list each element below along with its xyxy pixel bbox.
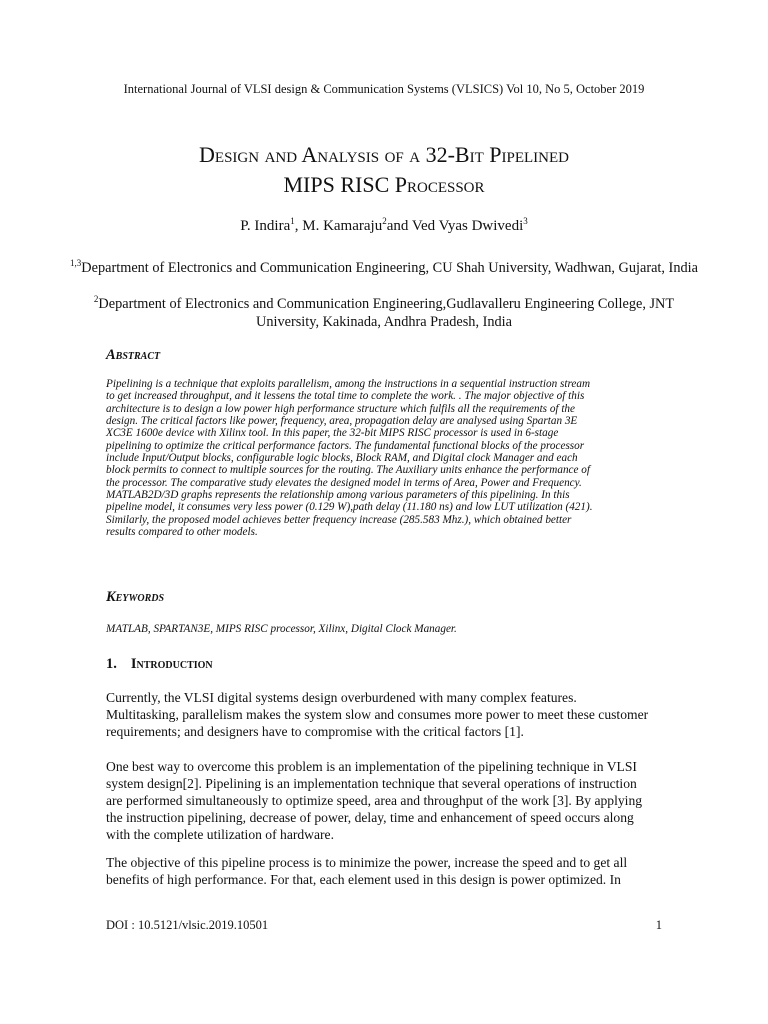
abstract-line: MATLAB2D/3D graphs represents the relationship among various parameters of this pipelining. In this bbox=[106, 489, 570, 502]
affiliation-1-sup: 1,3 bbox=[70, 258, 82, 268]
abstract-line: architecture is to design a low power high performance structure which fulfils all the requirements of the bbox=[106, 402, 575, 415]
paragraph-line: One best way to overcome this problem is an implementation of the pipelining technique in VLSI bbox=[106, 759, 637, 774]
author-3-sup: 3 bbox=[523, 216, 528, 226]
author-2: , M. Kamaraju bbox=[294, 218, 383, 234]
section-number: 1. bbox=[106, 656, 117, 672]
paragraph-line: Currently, the VLSI digital systems design overburdened with many complex features. bbox=[106, 690, 577, 705]
abstract-line: results compared to other models. bbox=[106, 526, 258, 539]
paragraph-line: are performed simultaneously to optimize speed, area and throughput of the work [3]. By applying bbox=[106, 793, 643, 808]
paragraph-line: the instruction pipelining, decrease of power, delay, time and enhancement of speed occurs along bbox=[106, 810, 634, 825]
abstract-line: XC3E 1600e device with Xilinx tool. In this paper, the 32-bit MIPS RISC processor is used in 6-stage bbox=[106, 427, 559, 440]
abstract-heading: Abstract bbox=[106, 347, 161, 363]
keywords-heading: Keywords bbox=[106, 589, 165, 605]
affiliation-1 bbox=[70, 254, 698, 277]
section-title: Introduction bbox=[130, 656, 213, 672]
author-2-sup: 2 bbox=[382, 216, 387, 226]
paragraph-line: system design[2]. Pipelining is an implementation technique that several operations of instruction bbox=[106, 776, 637, 791]
affiliation-1-text: Department of Electronics and Communication Engineering, CU Shah University, Wadhwan, Gujarat, India bbox=[81, 259, 698, 276]
author-3: and Ved Vyas Dwivedi bbox=[386, 218, 524, 234]
page-number: 1 bbox=[655, 918, 662, 932]
paragraph-line: benefits of high performance. For that, each element used in this design is power optimized. In bbox=[106, 872, 621, 887]
title-line-1: Design and Analysis of a 32-Bit Pipelined bbox=[199, 142, 569, 167]
abstract-line: to get increased throughput, and it lessens the total time to complete the work. . The major objective of this bbox=[106, 390, 585, 403]
abstract-line: design. The critical factors like power, frequency, area, propagation delay are analysed using Spartan 3E bbox=[106, 415, 578, 428]
abstract-line: pipeline model, it consumes very less power (0.129 W),path delay (11.180 ns) and low LUT utilization (421). bbox=[106, 501, 593, 514]
abstract-line: Pipelining is a technique that exploits parallelism, among the instructions in a sequential instruction stream bbox=[106, 378, 591, 390]
affiliation-2-text: Department of Electronics and Communication Engineering,Gudlavalleru Engineering College, JNT University, Kakinada, Andhra Pradesh, India bbox=[98, 295, 675, 331]
paragraph-line: The objective of this pipeline process is to minimize the power, increase the speed and to get all bbox=[106, 855, 628, 870]
author-1-sup: 1 bbox=[290, 216, 295, 226]
abstract-line: pipelining to optimize the critical performance factors. The fundamental functional blocks of the processor bbox=[106, 439, 585, 452]
running-header: International Journal of VLSI design & Communication Systems (VLSICS) Vol 10, No 5, October 2019 bbox=[123, 82, 645, 96]
paragraph-line: requirements; and designers have to compromise with the critical factors [1]. bbox=[106, 724, 524, 739]
abstract-body bbox=[106, 378, 658, 538]
keywords-text: MATLAB, SPARTAN3E, MIPS RISC processor, Xilinx, Digital Clock Manager. bbox=[106, 623, 457, 635]
affiliation-2 bbox=[70, 290, 698, 332]
intro-paragraph-3 bbox=[106, 854, 658, 888]
paragraph-line: with the complete utilization of hardware. bbox=[106, 827, 334, 842]
author-1: P. Indira bbox=[240, 218, 291, 234]
introduction-heading bbox=[106, 656, 213, 673]
intro-paragraph-1 bbox=[106, 689, 658, 740]
paper-title bbox=[60, 140, 708, 200]
intro-paragraph-2 bbox=[106, 758, 658, 843]
footer-doi: DOI : 10.5121/vlsic.2019.10501 bbox=[106, 918, 269, 932]
abstract-line: include Input/Output blocks, configurable logic blocks, Block RAM, and Digital clock Manager and each bbox=[106, 452, 578, 465]
author-list bbox=[0, 216, 768, 235]
abstract-line: Similarly, the proposed model achieves better frequency increase (285.583 Mhz.), which obtained better bbox=[106, 513, 572, 526]
paragraph-line: Multitasking, parallelism makes the system slow and consumes more power to meet these customer bbox=[106, 707, 649, 722]
abstract-line: the processor. The comparative study elevates the designed model in terms of Area, Power and Frequency. bbox=[106, 476, 582, 489]
title-line-2: MIPS RISC Processor bbox=[283, 172, 485, 197]
abstract-line: block permits to connect to multiple sources for the routing. The Auxiliary units enhance the performance of bbox=[106, 464, 590, 477]
affiliation-2-sup: 2 bbox=[93, 294, 99, 304]
